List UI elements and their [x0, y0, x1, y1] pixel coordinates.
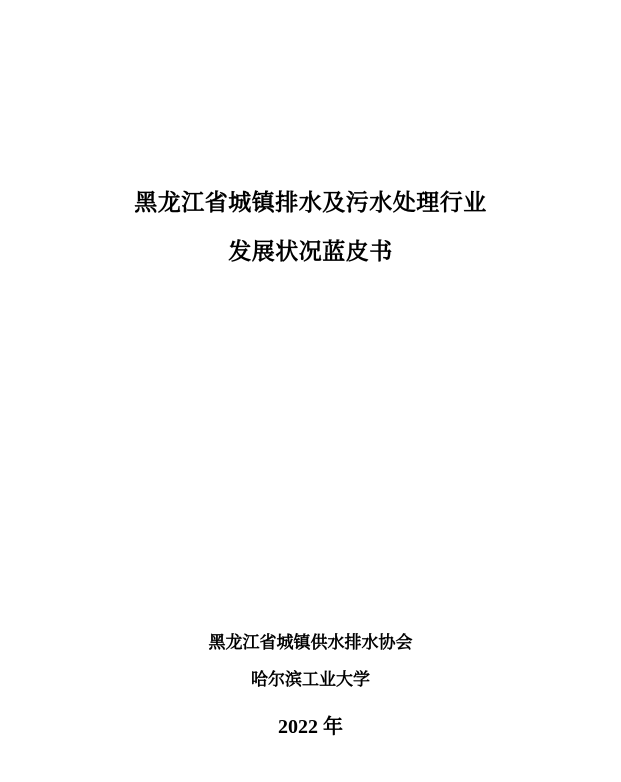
publisher-association: 黑龙江省城镇供水排水协会 [208, 633, 413, 652]
publication-year: 2022 年 [278, 716, 343, 738]
document-title-line-1: 黑龙江省城镇排水及污水处理行业 [134, 190, 487, 215]
publisher-university: 哈尔滨工业大学 [251, 670, 370, 689]
document-title-line-2: 发展状况蓝皮书 [228, 239, 393, 264]
